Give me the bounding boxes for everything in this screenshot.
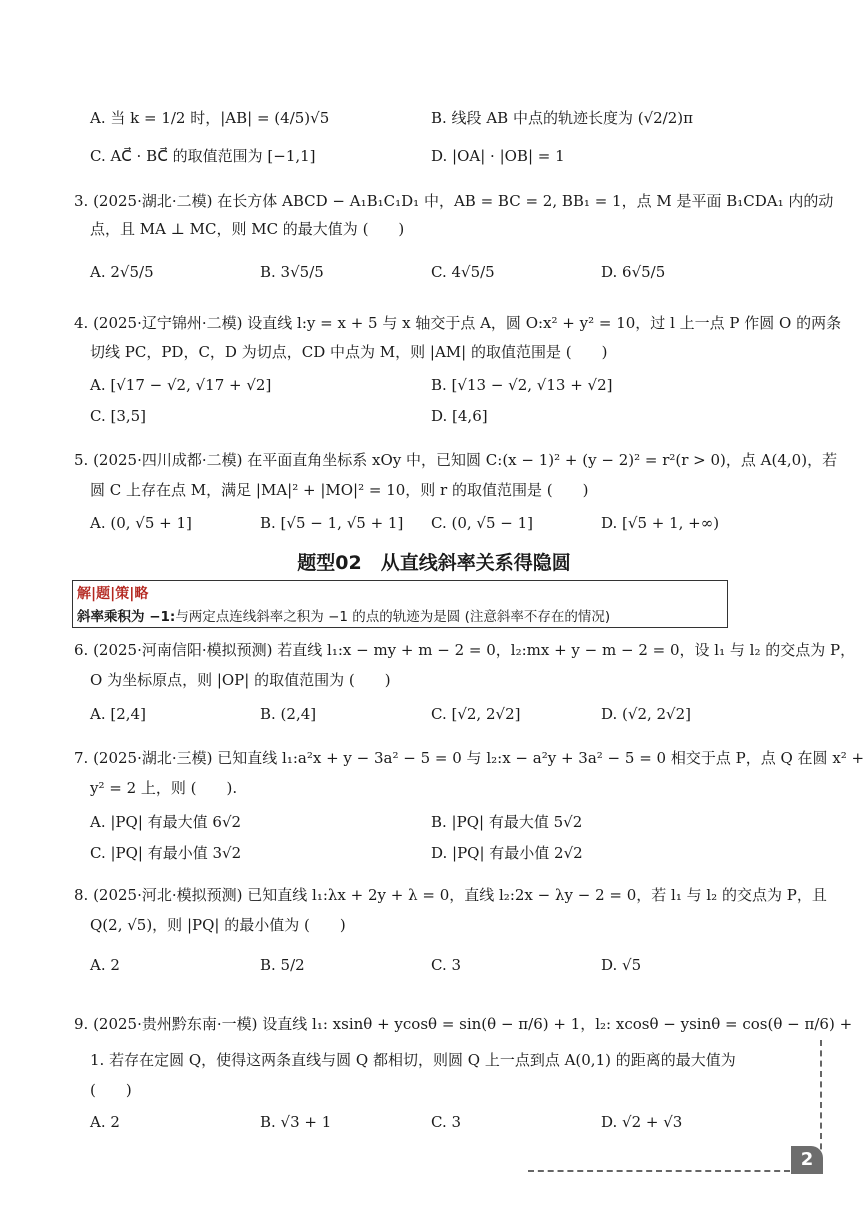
text-line: D. √2 + √3 [601,1113,683,1131]
text-line: 5. (2025·四川成都·二模) 在平面直角坐标系 xOy 中，已知圆 C:(x − 1)² + (y − 2)² = r²(r > 0)，点 A(4,0)，若 [74,451,838,469]
section-title: 题型02 从直线斜率关系得隐圆 [297,552,571,574]
text-line: C. 3 [431,1113,462,1131]
text-line: C. [√2, 2√2] [431,705,521,723]
text-line: B. 3√5/5 [260,263,324,281]
text-line: D. (√2, 2√2] [601,705,692,723]
text-line: D. [4,6] [431,407,488,425]
text-line: B. 5/2 [260,956,305,974]
text-line: D. √5 [601,956,642,974]
text-line: A. 2√5/5 [90,263,154,281]
text-line: 3. (2025·湖北·二模) 在长方体 ABCD − A₁B₁C₁D₁ 中，AB = BC = 2, BB₁ = 1，点 M 是平面 B₁CDA₁ 内的动 [74,192,834,210]
strategy-heading: 解|题|策|略 [77,586,149,602]
text-line: A. (0, √5 + 1] [90,514,192,532]
text-line: A. [√17 − √2, √17 + √2] [90,376,272,394]
text-line: C. (0, √5 − 1] [431,514,534,532]
text-line: Q(2, √5)，则 |PQ| 的最小值为 ( ) [90,916,346,934]
text-line: D. 6√5/5 [601,263,666,281]
text-line: 7. (2025·湖北·三模) 已知直线 l₁:a²x + y − 3a² − 5 = 0 与 l₂:x − a²y + 3a² − 5 = 0 相交于点 P，点 Q 在圆 x² + [74,749,865,767]
text-line: 9. (2025·贵州黔东南·一模) 设直线 l₁: xsinθ + ycosθ = sin(θ − π/6) + 1，l₂: xcosθ − ysinθ = cos(θ − π/6) + [74,1015,853,1033]
text-line: D. [√5 + 1, +∞) [601,514,720,532]
strategy-text [77,605,610,625]
text-line: 圆 C 上存在点 M，满足 |MA|² + |MO|² = 10，则 r 的取值范围是 ( ) [90,481,589,499]
strategy-bold: 斜率乘积为 −1: [77,609,176,625]
text-line: 6. (2025·河南信阳·模拟预测) 若直线 l₁:x − my + m − 2 = 0，l₂:mx + y − m − 2 = 0，设 l₁ 与 l₂ 的交点为 P， [74,641,856,659]
text-line: A. 2 [90,956,120,974]
text-line: A. [2,4] [90,705,146,723]
page-corner-dash-horizontal [528,1170,790,1172]
text-line: B. √3 + 1 [260,1113,332,1131]
text-line: 4. (2025·辽宁锦州·二模) 设直线 l:y = x + 5 与 x 轴交于点 A，圆 O:x² + y² = 10，过 l 上一点 P 作圆 O 的两条 [74,314,842,332]
strategy-body: 与两定点连线斜率之积为 −1 的点的轨迹为是圆 (注意斜率不存在的情况) [175,609,611,625]
text-line: B. 线段 AB 中点的轨迹长度为 (√2/2)π [431,109,693,127]
text-line: B. |PQ| 有最大值 5√2 [431,813,583,831]
text-line: A. |PQ| 有最大值 6√2 [90,813,242,831]
text-line: B. [√13 − √2, √13 + √2] [431,376,613,394]
text-line: 1. 若存在定圆 Q，使得这两条直线与圆 Q 都相切，则圆 Q 上一点到点 A(0,1) 的距离的最大值为 [90,1051,736,1069]
text-line: C. [3,5] [90,407,147,425]
text-line: ( ) [90,1081,132,1099]
text-line: B. (2,4] [260,705,317,723]
text-line: D. |OA| · |OB| = 1 [431,147,565,165]
text-line: C. 3 [431,956,462,974]
text-line: 切线 PC，PD，C，D 为切点，CD 中点为 M，则 |AM| 的取值范围是 ( ) [90,343,608,361]
text-line: D. |PQ| 有最小值 2√2 [431,844,583,862]
text-line: 8. (2025·河北·模拟预测) 已知直线 l₁:λx + 2y + λ = 0，直线 l₂:2x − λy − 2 = 0，若 l₁ 与 l₂ 的交点为 P，且 [74,886,827,904]
text-line: y² = 2 上，则 ( ). [90,779,238,797]
text-line: C. |PQ| 有最小值 3√2 [90,844,242,862]
strategy-box [72,580,728,628]
text-line: B. [√5 − 1, √5 + 1] [260,514,404,532]
text-line: 点，且 MA ⊥ MC，则 MC 的最大值为 ( ) [90,220,405,238]
text-line: C. 4√5/5 [431,263,495,281]
text-line: C. AC⃗ · BC⃗ 的取值范围为 [−1,1] [90,147,316,165]
text-line: O 为坐标原点，则 |OP| 的取值范围为 ( ) [90,671,391,689]
page-number: 2 [791,1146,823,1174]
text-line: A. 2 [90,1113,120,1131]
text-line: A. 当 k = 1/2 时，|AB| = (4/5)√5 [90,109,330,127]
